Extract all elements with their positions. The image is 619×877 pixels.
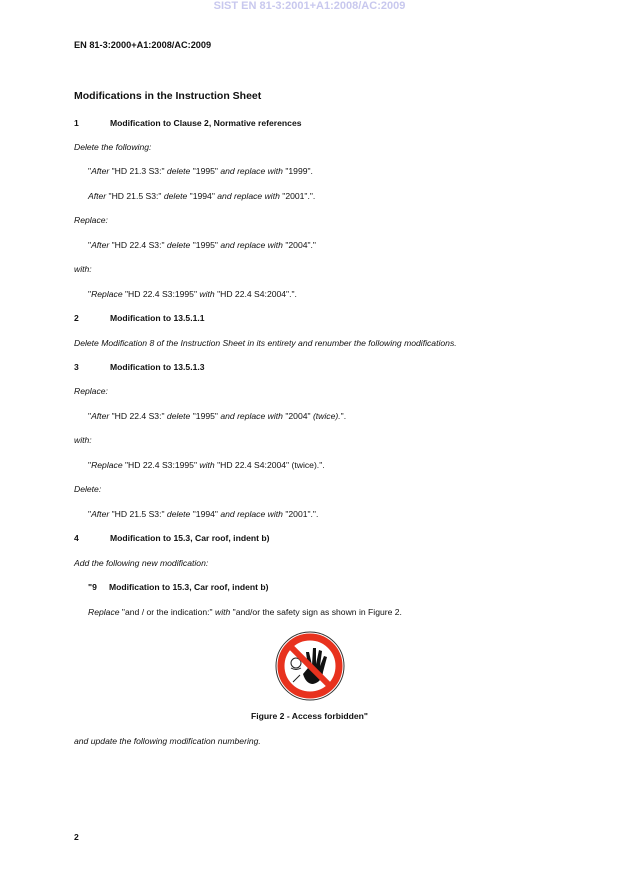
text-line (74, 338, 457, 349)
italic-text: delete (166, 411, 193, 421)
text: "HD 21.3 S3:" (111, 166, 167, 176)
italic-text: After (88, 191, 109, 201)
italic-text: Replace (91, 289, 125, 299)
text: " (88, 460, 92, 470)
italic-text: and replace with (220, 509, 286, 519)
text: " (88, 411, 92, 421)
italic-text: After (91, 240, 112, 250)
text-line (88, 607, 402, 618)
text: "and/or the safety sign as shown in Figure 2. (232, 607, 402, 617)
text: "1999". (285, 166, 313, 176)
italic-text: (twice). (312, 411, 341, 421)
text: "2001".". (285, 509, 319, 519)
text-line (74, 142, 151, 153)
italic-text: and replace with (217, 191, 283, 201)
section-title: Modification to Clause 2, Normative references (110, 118, 302, 128)
italic-text: Replace: (74, 215, 108, 225)
italic-text: delete (166, 166, 193, 176)
text: "HD 22.4 S3:1995" (124, 460, 200, 470)
section-heading-4 (74, 533, 269, 544)
text: "HD 22.4 S3:1995" (124, 289, 200, 299)
italic-text: and replace with (220, 411, 286, 421)
text: " (88, 289, 92, 299)
text: "HD 21.5 S3:" (108, 191, 164, 201)
text: "1995" (192, 240, 221, 250)
text-line (88, 411, 346, 422)
section-number: 1 (74, 118, 79, 128)
text: "2004"." (285, 240, 316, 250)
text-line (74, 435, 92, 446)
italic-text: delete (166, 240, 193, 250)
text: "HD 21.5 S3:" (111, 509, 167, 519)
section-heading-3 (74, 362, 205, 373)
italic-text: with (214, 607, 233, 617)
italic-text: with (199, 460, 218, 470)
text-line (74, 558, 208, 569)
italic-text: Replace (88, 607, 122, 617)
italic-text: After (91, 509, 112, 519)
text: "HD 22.4 S3:" (111, 411, 167, 421)
italic-text: Delete: (74, 484, 102, 494)
section-heading-1 (74, 118, 302, 129)
text-line (74, 264, 92, 275)
text: "and / or the indication:" (121, 607, 215, 617)
section-title: Modification to 15.3, Car roof, indent b) (110, 533, 270, 543)
italic-text: and replace with (220, 166, 286, 176)
text: ". (340, 411, 347, 421)
italic-text: delete (163, 191, 190, 201)
italic-text: with: (74, 264, 92, 274)
section-number: 2 (74, 313, 79, 323)
italic-text: and replace with (220, 240, 286, 250)
text-line (74, 484, 101, 495)
text-line (74, 386, 108, 397)
section-number: 4 (74, 533, 79, 543)
italic-text: with: (74, 435, 92, 445)
section-title: Modification to 13.5.1.1 (110, 313, 205, 323)
watermark: SIST EN 81-3:2001+A1:2008/AC:2009 (213, 0, 406, 12)
section-title: Modification to 13.5.1.3 (110, 362, 205, 372)
text: "1994" (189, 191, 218, 201)
italic-text: delete (166, 509, 193, 519)
text: " (88, 509, 92, 519)
text-line (74, 215, 108, 226)
access-forbidden-sign-icon (274, 630, 346, 702)
text: " (88, 166, 92, 176)
text: "1994" (192, 509, 221, 519)
section-number: "9 (88, 582, 97, 592)
text-line (88, 240, 316, 251)
italic-text: Delete the following: (74, 142, 152, 152)
text-line (88, 460, 325, 471)
text-line (88, 509, 318, 520)
text-line (88, 191, 315, 202)
text: " (88, 240, 92, 250)
page-number: 2 (74, 832, 79, 842)
page-heading: Modifications in the Instruction Sheet (74, 90, 262, 102)
text: "HD 22.4 S4:2004".". (217, 289, 297, 299)
section-number: 3 (74, 362, 79, 372)
italic-text: with (199, 289, 218, 299)
section-heading-2 (74, 313, 205, 324)
text: "1995" (192, 411, 221, 421)
italic-text: After (91, 166, 112, 176)
text: "HD 22.4 S3:" (111, 240, 167, 250)
text-line (88, 166, 313, 177)
document-id: EN 81-3:2000+A1:2008/AC:2009 (74, 40, 212, 50)
italic-text: Add the following new modification: (74, 558, 209, 568)
text: "2004" (285, 411, 313, 421)
text: "1995" (192, 166, 221, 176)
text: "HD 22.4 S4:2004" (twice).". (217, 460, 325, 470)
new-modification-heading (88, 582, 268, 593)
figure-caption: Figure 2 - Access forbidden" (251, 711, 368, 721)
italic-text: and update the following modification numbering. (74, 736, 261, 746)
text-line (88, 289, 297, 300)
italic-text: After (91, 411, 112, 421)
section-title: Modification to 15.3, Car roof, indent b) (109, 582, 269, 592)
italic-text: Replace (91, 460, 125, 470)
italic-text: Delete Modification 8 of the Instruction Sheet in its entirety and renumber the following modifications. (74, 338, 457, 348)
text-line (74, 736, 261, 747)
text: "2001".". (282, 191, 316, 201)
italic-text: Replace: (74, 386, 108, 396)
